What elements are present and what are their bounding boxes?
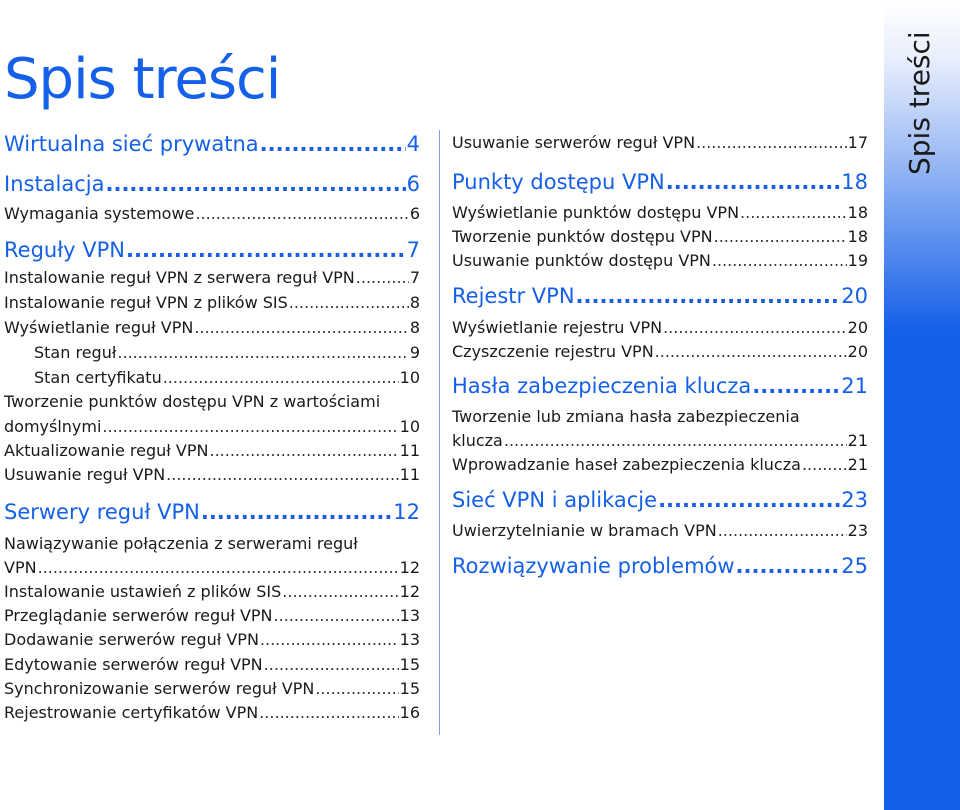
toc-entry-label: Usuwanie serwerów reguł VPN: [452, 133, 696, 152]
toc-entry-label: Dodawanie serwerów reguł VPN: [4, 630, 259, 649]
toc-entry[interactable]: [4, 417, 420, 436]
leader-dots: [752, 374, 840, 398]
leader-dots: [260, 132, 406, 156]
toc-entry-label: Usuwanie punktów dostępu VPN: [452, 251, 711, 270]
leader-dots: [201, 500, 392, 524]
toc-entry-label: Stan certyfikatu: [34, 368, 162, 387]
toc-section-title: Rozwiązywanie problemów: [452, 554, 735, 578]
toc-entry[interactable]: [4, 582, 420, 601]
leader-dots: [655, 342, 847, 361]
toc-entry-label: Czyszczenie rejestru VPN: [452, 342, 654, 361]
toc-entry[interactable]: [34, 343, 420, 362]
toc-entry-label: Wyświetlanie reguł VPN: [4, 318, 194, 337]
toc-entry-line: Tworzenie punktów dostępu VPN z wartościami: [4, 392, 381, 411]
toc-section[interactable]: [4, 500, 420, 524]
leader-dots: [576, 284, 841, 308]
toc-entry[interactable]: [4, 703, 420, 722]
toc-section-title: Punkty dostępu VPN: [452, 170, 665, 194]
toc-entry-label: Instalowanie reguł VPN z plików SIS: [4, 293, 288, 312]
leader-dots: [259, 703, 398, 722]
page-number: 21: [847, 431, 868, 450]
page-number: 16: [399, 703, 420, 722]
toc-section-title: Wirtualna sieć prywatna: [4, 132, 259, 156]
toc-entry[interactable]: [452, 318, 868, 337]
toc-section[interactable]: [452, 488, 868, 512]
page-number: 12: [393, 500, 420, 524]
page-number: 10: [399, 368, 420, 387]
leader-dots: [666, 170, 841, 194]
page-number: 6: [406, 172, 420, 196]
page-title: Spis treści: [4, 47, 281, 112]
toc-section-title: Sieć VPN i aplikacje: [452, 488, 658, 512]
toc-entry[interactable]: [4, 441, 420, 460]
side-tab-label: Spis treści: [903, 31, 936, 175]
leader-dots: [712, 251, 847, 270]
toc-entry[interactable]: [452, 251, 868, 270]
toc-section-title: Reguły VPN: [4, 238, 126, 262]
leader-dots: [289, 293, 409, 312]
toc-section-title: Hasła zabezpieczenia klucza: [452, 374, 752, 398]
toc-entry[interactable]: [4, 465, 420, 484]
toc-entry[interactable]: [4, 679, 420, 698]
toc-entry-label: Uwierzytelnianie w bramach VPN: [452, 521, 717, 540]
page-number: 15: [399, 655, 420, 674]
leader-dots: [195, 204, 408, 223]
page-number: 7: [409, 268, 420, 287]
page-number: 10: [399, 417, 420, 436]
page-number: 4: [406, 132, 420, 156]
page-number: 25: [841, 554, 868, 578]
toc-entry[interactable]: [4, 293, 420, 312]
toc-entry[interactable]: [4, 630, 420, 649]
toc-entry[interactable]: [452, 342, 868, 361]
page-number: 21: [841, 374, 868, 398]
leader-dots: [38, 558, 399, 577]
toc-entry-label: Wyświetlanie rejestru VPN: [452, 318, 663, 337]
toc-section[interactable]: [4, 132, 420, 156]
page-number: 18: [847, 227, 868, 246]
leader-dots: [714, 227, 847, 246]
leader-dots: [663, 318, 847, 337]
page-number: 11: [399, 465, 420, 484]
toc-section[interactable]: [452, 374, 868, 398]
toc-entry-label: Wymagania systemowe: [4, 204, 195, 223]
toc-entry-label: Stan reguł: [34, 343, 117, 362]
page-number: 13: [399, 630, 420, 649]
page-number: 21: [847, 455, 868, 474]
leader-dots: [504, 431, 847, 450]
page-number: 18: [847, 203, 868, 222]
leader-dots: [274, 606, 399, 625]
column-divider: [439, 130, 440, 735]
toc-entry[interactable]: [452, 203, 868, 222]
toc-entry-label: Edytowanie serwerów reguł VPN: [4, 655, 263, 674]
toc-section[interactable]: [452, 284, 868, 308]
page-number: 13: [399, 606, 420, 625]
toc-section[interactable]: [452, 554, 868, 578]
toc-entry[interactable]: [4, 606, 420, 625]
leader-dots: [282, 582, 398, 601]
page-number: 23: [841, 488, 868, 512]
toc-entry-label: Tworzenie punktów dostępu VPN: [452, 227, 713, 246]
toc-section[interactable]: [452, 170, 868, 194]
page-number: 17: [847, 133, 868, 152]
toc-entry[interactable]: [4, 268, 420, 287]
page-number: 15: [399, 679, 420, 698]
toc-section-title: Rejestr VPN: [452, 284, 575, 308]
toc-entry-label: Wprowadzanie haseł zabezpieczenia klucza: [452, 455, 801, 474]
page-number: 12: [399, 582, 420, 601]
leader-dots: [802, 455, 847, 474]
toc-entry[interactable]: [4, 204, 420, 223]
page-number: 20: [847, 342, 868, 361]
toc-entry-label: Wyświetlanie punktów dostępu VPN: [452, 203, 740, 222]
page-number: 20: [841, 284, 868, 308]
toc-section[interactable]: [4, 172, 420, 196]
toc-entry[interactable]: [452, 455, 868, 474]
leader-dots: [658, 488, 840, 512]
leader-dots: [209, 441, 398, 460]
leader-dots: [102, 417, 398, 436]
page-number: 11: [399, 441, 420, 460]
leader-dots: [166, 465, 398, 484]
toc-entry-label: Aktualizowanie reguł VPN: [4, 441, 209, 460]
page-number: 19: [847, 251, 868, 270]
toc-entry[interactable]: [452, 227, 868, 246]
leader-dots: [696, 133, 847, 152]
page-number: 8: [409, 293, 420, 312]
leader-dots: [117, 343, 408, 362]
page-number: 7: [406, 238, 420, 262]
toc-entry-label: Instalowanie ustawień z plików SIS: [4, 582, 282, 601]
leader-dots: [163, 368, 399, 387]
leader-dots: [740, 203, 847, 222]
page-number: 12: [399, 558, 420, 577]
toc-section-title: Serwery reguł VPN: [4, 500, 200, 524]
toc-entry[interactable]: [452, 521, 868, 540]
toc-entry[interactable]: [34, 368, 420, 387]
toc-entry[interactable]: [4, 318, 420, 337]
leader-dots: [260, 630, 399, 649]
toc-entry-line: Tworzenie lub zmiana hasła zabezpieczenia: [452, 407, 800, 426]
toc-entry[interactable]: [4, 558, 420, 577]
toc-entry[interactable]: [452, 431, 868, 450]
page-number: 23: [847, 521, 868, 540]
toc-entry-label: Rejestrowanie certyfikatów VPN: [4, 703, 259, 722]
leader-dots: [106, 172, 406, 196]
leader-dots: [718, 521, 847, 540]
toc-entry-label: VPN: [4, 558, 37, 577]
leader-dots: [315, 679, 398, 698]
toc-entry-line: Nawiązywanie połączenia z serwerami reguł: [4, 534, 358, 553]
page-number: 6: [409, 204, 420, 223]
page-number: 9: [409, 343, 420, 362]
toc-section-title: Instalacja: [4, 172, 105, 196]
leader-dots: [264, 655, 399, 674]
leader-dots: [736, 554, 841, 578]
leader-dots: [194, 318, 408, 337]
toc-entry-label: Instalowanie reguł VPN z serwera reguł VPN: [4, 268, 355, 287]
toc-entry-label: Przeglądanie serwerów reguł VPN: [4, 606, 273, 625]
page-number: 20: [847, 318, 868, 337]
toc-entry[interactable]: [452, 133, 868, 152]
toc-entry-label: domyślnymi: [4, 417, 102, 436]
toc-entry-label: Usuwanie reguł VPN: [4, 465, 166, 484]
leader-dots: [356, 268, 409, 287]
page-number: 18: [841, 170, 868, 194]
page-number: 8: [409, 318, 420, 337]
toc-entry[interactable]: [4, 655, 420, 674]
toc-entry-label: klucza: [452, 431, 503, 450]
toc-section[interactable]: [4, 238, 420, 262]
toc-entry-label: Synchronizowanie serwerów reguł VPN: [4, 679, 315, 698]
leader-dots: [126, 238, 406, 262]
